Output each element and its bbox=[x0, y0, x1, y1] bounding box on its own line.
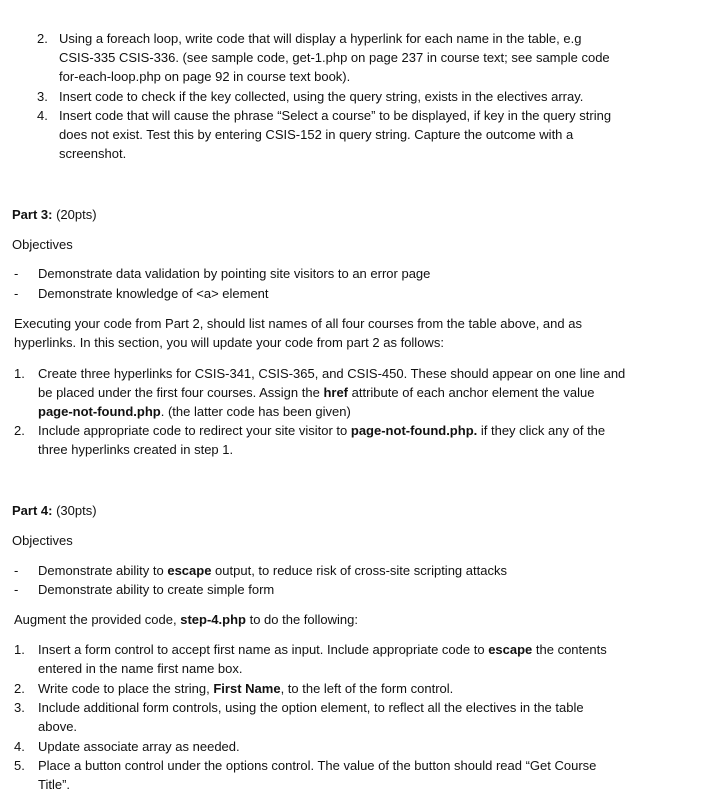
list-item-line: page-not-found.php. (the latter code has been given) bbox=[38, 404, 351, 419]
objective-item: Demonstrate ability to create simple form bbox=[38, 582, 275, 597]
part4-heading: Part 4: (30pts) bbox=[12, 503, 97, 518]
part3-intro-line: Executing your code from Part 2, should list names of all four courses from the table above, and as bbox=[14, 316, 582, 331]
list-item-line: entered in the name first name box. bbox=[38, 661, 243, 676]
list-item-line: Insert code to check if the key collected, using the query string, exists in the electives array. bbox=[59, 89, 584, 104]
list-item-line: for-each-loop.php on page 92 in course text book). bbox=[59, 69, 351, 84]
list-item-line: Include additional form controls, using the option element, to reflect all the electives in the table bbox=[38, 700, 584, 715]
part3-objectives-label: Objectives bbox=[12, 237, 73, 252]
list-item-line: be placed under the first four courses. Assign the href attribute of each anchor element the value bbox=[38, 385, 595, 400]
bullet-dash: - bbox=[14, 563, 19, 578]
list-number: 2. bbox=[14, 681, 25, 696]
part4-intro: Augment the provided code, step-4.php to do the following: bbox=[14, 612, 358, 627]
list-item-line: CSIS-335 CSIS-336. (see sample code, get-1.php on page 237 in course text; see sample code bbox=[59, 50, 610, 65]
list-number: 2. bbox=[37, 31, 48, 46]
list-number: 3. bbox=[37, 89, 48, 104]
list-item-line: Insert code that will cause the phrase “Select a course” to be displayed, if key in the query string bbox=[59, 108, 612, 123]
list-item-line: Place a button control under the options control. The value of the button should read “Get Course bbox=[38, 758, 597, 773]
objective-item: Demonstrate ability to escape output, to reduce risk of cross-site scripting attacks bbox=[38, 563, 507, 578]
part4-objectives-label: Objectives bbox=[12, 533, 73, 548]
list-number: 1. bbox=[14, 642, 25, 657]
list-number: 4. bbox=[37, 108, 48, 123]
list-item-line: Insert a form control to accept first name as input. Include appropriate code to escape the contents bbox=[38, 642, 607, 657]
part3-heading: Part 3: (20pts) bbox=[12, 207, 97, 222]
bullet-dash: - bbox=[14, 582, 19, 597]
list-item-line: three hyperlinks created in step 1. bbox=[38, 442, 234, 457]
list-number: 4. bbox=[14, 739, 25, 754]
objective-item: Demonstrate data validation by pointing site visitors to an error page bbox=[38, 266, 431, 281]
objective-item: Demonstrate knowledge of <a> element bbox=[38, 286, 269, 301]
list-item-line: Write code to place the string, First Name, to the left of the form control. bbox=[38, 681, 454, 696]
list-number: 1. bbox=[14, 366, 25, 381]
list-number: 3. bbox=[14, 700, 25, 715]
list-item-line: Title”. bbox=[38, 777, 71, 792]
list-item-line: does not exist. Test this by entering CSIS-152 in query string. Capture the outcome with a bbox=[59, 127, 574, 142]
list-number: 2. bbox=[14, 423, 25, 438]
list-item-line: Using a foreach loop, write code that will display a hyperlink for each name in the table, e.g bbox=[59, 31, 582, 46]
list-item-line: screenshot. bbox=[59, 146, 127, 161]
list-item-line: Create three hyperlinks for CSIS-341, CSIS-365, and CSIS-450. These should appear on one line and bbox=[38, 366, 626, 381]
list-item-line: above. bbox=[38, 719, 78, 734]
list-item-line: Update associate array as needed. bbox=[38, 739, 240, 754]
part3-intro-line: hyperlinks. In this section, you will update your code from part 2 as follows: bbox=[14, 335, 444, 350]
bullet-dash: - bbox=[14, 266, 19, 281]
list-item-line: Include appropriate code to redirect your site visitor to page-not-found.php. if they click any of the bbox=[38, 423, 606, 438]
bullet-dash: - bbox=[14, 286, 19, 301]
list-number: 5. bbox=[14, 758, 25, 773]
